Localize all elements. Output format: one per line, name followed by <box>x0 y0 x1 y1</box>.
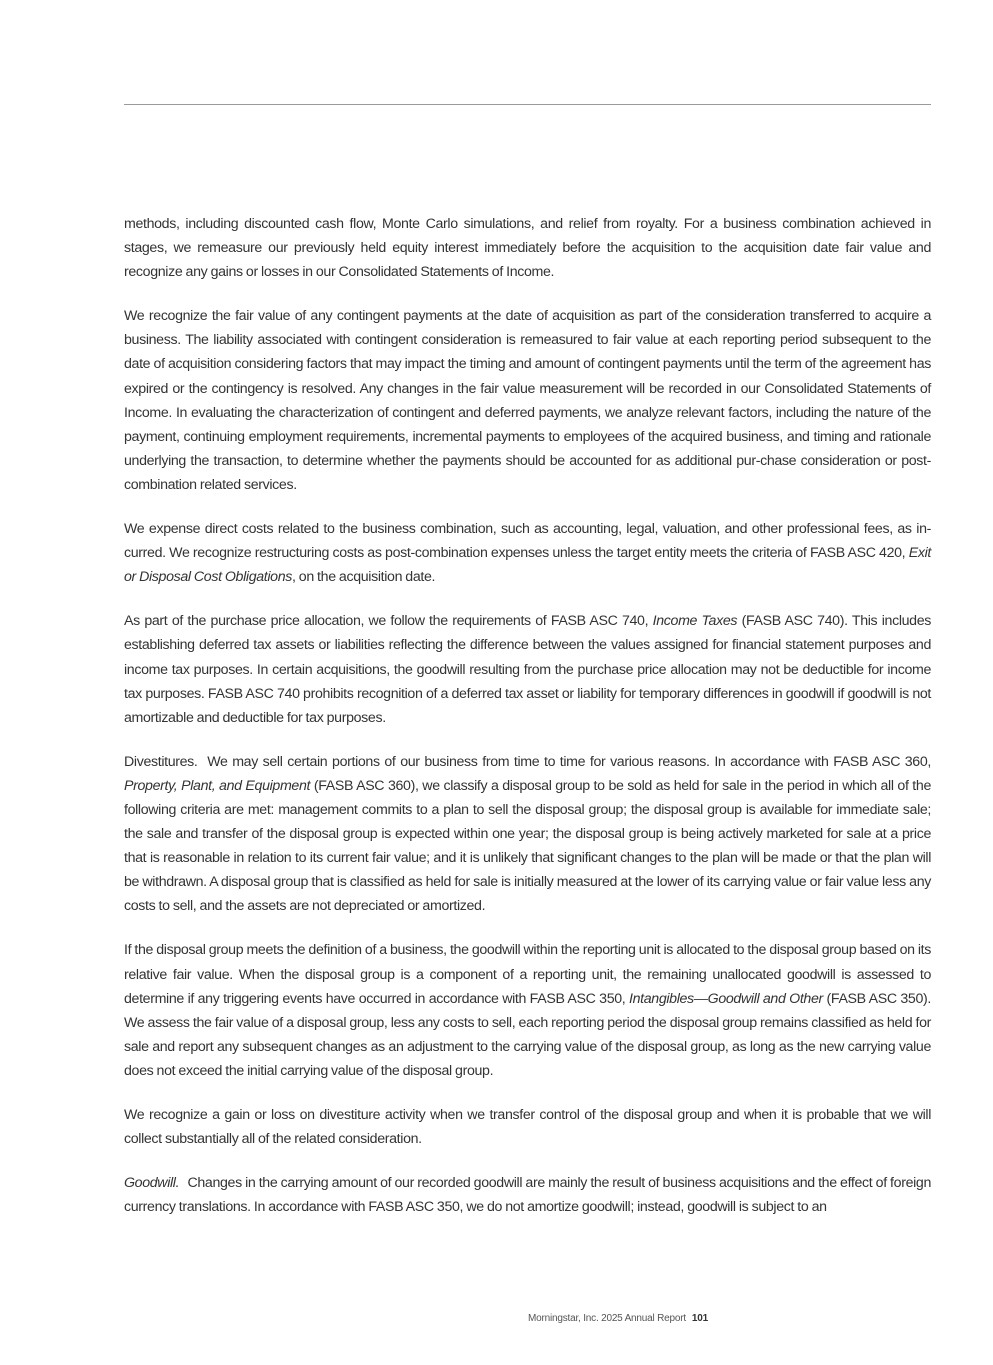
paragraph-3-text-c: , on the acquisition date. <box>292 569 436 586</box>
paragraph-4-citation: Income Taxes <box>652 613 738 630</box>
paragraph-8 <box>124 1171 931 1219</box>
header-rule <box>124 104 931 105</box>
paragraph-6-citation: Intangibles—Goodwill and Other <box>629 990 823 1007</box>
body-text <box>124 212 931 1239</box>
divestitures-heading: Divestitures. <box>124 753 198 770</box>
paragraph-1 <box>124 212 931 284</box>
paragraph-6-text-c: (FASB ASC 350). We assess the fair value of a disposal group, less any costs to sell, each reporting period the disposal group remains classified as held for sale and report any subsequent changes as an adjustment to the carrying value of the disposal group, as long as the new carrying value does not exceed the initial carrying value of the disposal group. <box>124 990 931 1079</box>
paragraph-2-text: We recognize the fair value of any contingent payments at the date of acquisition as part of the consideration transferred to acquire a business. The liability associated with contingent consideration is remeasured to fair value at each reporting period subsequent to the date of acquisition considering factors that may impact the timing and amount of contingent payments until the term of the agreement has expired or the contingency is resolved. Any changes in the fair value measurement will be recorded in our Consolidated Statements of Income. In evaluating the characterization of contingent and deferred payments, we analyze relevant factors, including the nature of the payment, continuing employment requirements, incremental payments to employees of the acquired business, and timing and rationale underlying the transaction, to determine whether the payments should be accounted for as additional pur-chase consideration or post-combination related services. <box>124 308 931 493</box>
paragraph-1-text: methods, including discounted cash flow, Monte Carlo simulations, and relief from royalty. For a business combination achieved in stages, we remeasure our previously held equity interest immediately before the acquisition to the acquisition date fair value and recognize any gains or losses in our Consolidated Statements of Income. <box>124 216 931 281</box>
page-footer <box>470 1313 708 1324</box>
paragraph-6-text-a: If the disposal group meets the definition of a business, the goodwill within the reporting unit is allocated to the disposal group based on its relative fair value. When the disposal group is a component of a reporting unit, the remaining unallocated goodwill is assessed to determine if any triggering events have occurred in accordance with FASB ASC 350, <box>124 942 931 1007</box>
paragraph-8-text: Changes in the carrying amount of our recorded goodwill are mainly the result of business acquisitions and the effect of foreign currency translations. In accordance with FASB ASC 350, we do not amortize goodwill; instead, goodwill is subject to an <box>124 1175 931 1216</box>
paragraph-5-text-c: (FASB ASC 360), we classify a disposal group to be sold as held for sale in the period in which all of the following criteria are met: management commits to a plan to sell the disposal group; the disposal group is available for immediate sale; the sale and transfer of the disposal group is expected within one year; the disposal group is being actively marketed for sale at a price that is reasonable in relation to its current fair value; and it is unlikely that significant changes to the plan will be made or that the plan will be withdrawn. A disposal group that is classified as held for sale is initially measured at the lower of its carrying value or fair value less any costs to sell, and the assets are not depreciated or amortized. <box>124 777 931 915</box>
paragraph-5 <box>124 750 931 919</box>
paragraph-4-text-a: As part of the purchase price allocation, we follow the requirements of FASB ASC 740, <box>124 613 653 630</box>
paragraph-7 <box>124 1103 931 1151</box>
footer-report-title: Morningstar, Inc. 2025 Annual Report <box>528 1313 686 1324</box>
paragraph-3-citation: Exit or Disposal Cost Obligations <box>124 545 931 586</box>
goodwill-heading: Goodwill. <box>124 1175 180 1192</box>
paragraph-5-citation: Property, Plant, and Equipment <box>124 777 311 794</box>
paragraph-3-text-a: We expense direct costs related to the business combination, such as accounting, legal, valuation, and other professional fees, as in-curred. We recognize restructuring costs as post-combination expenses unless the target entity meets the criteria of FASB ASC 420, <box>124 521 931 562</box>
paragraph-6 <box>124 938 931 1083</box>
page-number: 101 <box>691 1313 708 1324</box>
paragraph-4 <box>124 609 931 729</box>
paragraph-4-text-c: (FASB ASC 740). This includes establishing deferred tax assets or liabilities reflecting the difference between the values assigned for financial statement purposes and income tax purposes. In certain acquisitions, the goodwill resulting from the purchase price allocation may not be deductible for income tax purposes. FASB ASC 740 prohibits recognition of a deferred tax asset or liability for temporary differences in goodwill if goodwill is not amortizable and deductible for tax purposes. <box>124 613 931 726</box>
paragraph-2 <box>124 304 931 497</box>
paragraph-3 <box>124 517 931 589</box>
paragraph-5-text-a: We may sell certain portions of our business from time to time for various reasons. In accordance with FASB ASC 360, <box>207 753 931 770</box>
paragraph-7-text: We recognize a gain or loss on divestiture activity when we transfer control of the disposal group and when it is probable that we will collect substantially all of the related consideration. <box>124 1107 931 1148</box>
